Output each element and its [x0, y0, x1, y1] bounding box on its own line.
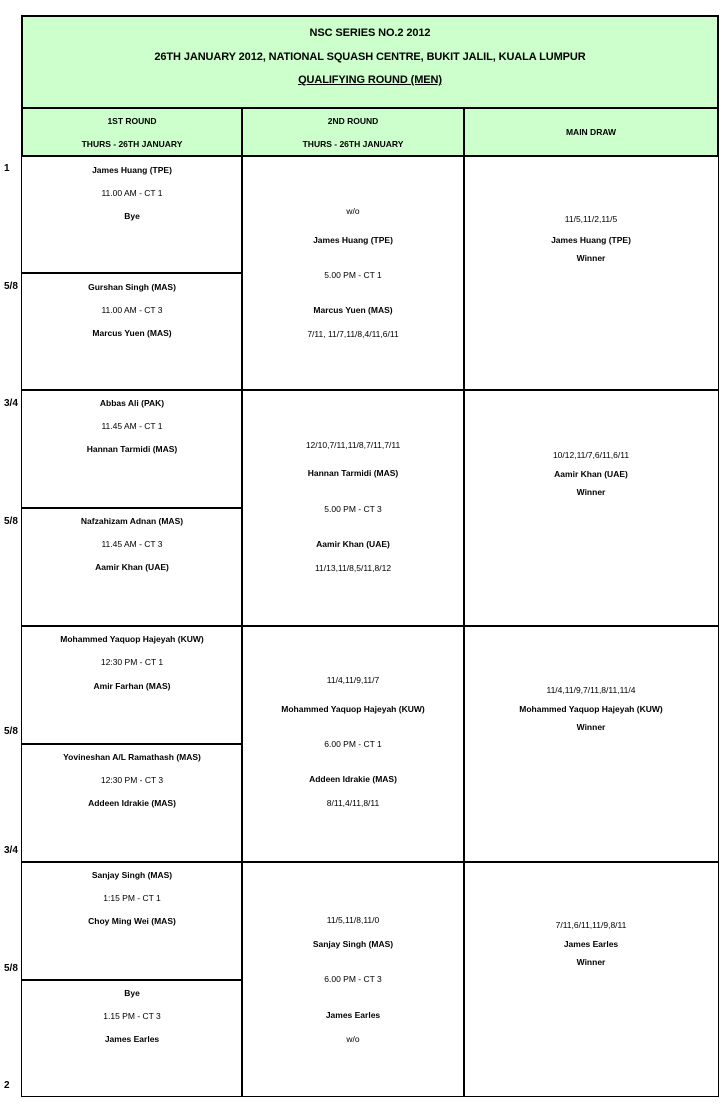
main-score: 11/5,11/2,11/5	[564, 214, 618, 224]
round1-player2: Addeen Idrakie (MAS)	[88, 798, 176, 808]
round2-player2: Addeen Idrakie (MAS)	[309, 774, 397, 784]
round2-match	[241, 156, 465, 391]
round1-time: 1:15 PM - CT 1	[103, 893, 161, 903]
seed-label: 3/4	[4, 845, 18, 856]
round1-player2: James Earles	[104, 1034, 160, 1044]
round1-player1: Nafzahizam Adnan (MAS)	[80, 516, 184, 526]
header-round2-date: THURS - 26TH JANUARY	[302, 139, 404, 149]
round1-match	[21, 861, 243, 981]
round1-player1: James Huang (TPE)	[92, 165, 172, 175]
round2-time: 5.00 PM - CT 3	[324, 504, 382, 514]
main-draw-entry	[463, 861, 719, 1097]
round1-time: 11.00 AM - CT 3	[101, 305, 163, 315]
main-result: Winner	[576, 957, 606, 967]
main-player: Mohammed Yaquop Hajeyah (KUW)	[519, 704, 663, 714]
round2-match	[241, 861, 465, 1097]
main-player: James Earles	[563, 939, 619, 949]
header-round1-date: THURS - 26TH JANUARY	[81, 139, 183, 149]
round1-time: 11.45 AM - CT 3	[101, 539, 163, 549]
round-title: QUALIFYING ROUND (MEN)	[298, 74, 442, 86]
round1-match	[21, 625, 243, 745]
round2-time: 5.00 PM - CT 1	[324, 270, 382, 280]
round2-player2: Aamir Khan (UAE)	[316, 539, 390, 549]
header-round2	[241, 109, 465, 157]
header-round1	[21, 109, 243, 157]
round2-time: 6.00 PM - CT 3	[324, 974, 382, 984]
main-draw-entry	[463, 156, 719, 391]
main-score: 7/11,6/11,11/9,8/11	[555, 920, 627, 930]
main-result: Winner	[576, 722, 606, 732]
header-round1-name: 1ST ROUND	[107, 116, 157, 126]
seed-label: 2	[4, 1080, 10, 1091]
round1-player1: Gurshan Singh (MAS)	[88, 282, 176, 292]
main-score: 10/12,11/7,6/11,6/11	[552, 450, 630, 460]
round2-score2: 11/13,11/8,5/11,8/12	[314, 563, 392, 573]
round1-player1: Sanjay Singh (MAS)	[91, 870, 173, 880]
seed-label: 1	[4, 163, 10, 174]
round1-time: 12:30 PM - CT 3	[100, 775, 164, 785]
round2-player2: Marcus Yuen (MAS)	[313, 305, 393, 315]
round1-player1: Abbas Ali (PAK)	[99, 398, 165, 408]
main-draw-entry	[463, 389, 719, 627]
main-score: 11/4,11/9,7/11,8/11,11/4	[546, 685, 636, 695]
seed-label: 5/8	[4, 726, 18, 737]
round1-player2: Marcus Yuen (MAS)	[92, 328, 172, 338]
round1-player1: Mohammed Yaquop Hajeyah (KUW)	[60, 634, 204, 644]
round2-match	[241, 625, 465, 863]
round1-match	[21, 156, 243, 274]
round1-match	[21, 389, 243, 509]
round1-time: 12:30 PM - CT 1	[100, 657, 164, 667]
title-block	[21, 15, 719, 109]
header-round2-name: 2ND ROUND	[327, 116, 379, 126]
round2-score1: 12/10,7/11,11/8,7/11,7/11	[305, 440, 401, 450]
round2-score1: 11/4,11/9,11/7	[326, 675, 380, 685]
round1-time: 11.45 AM - CT 1	[101, 421, 163, 431]
event-title: NSC SERIES NO.2 2012	[309, 27, 431, 39]
header-main-name: MAIN DRAW	[565, 127, 617, 137]
round1-match	[21, 272, 243, 391]
round2-player2: James Earles	[325, 1010, 381, 1020]
seed-label: 3/4	[4, 398, 18, 409]
main-player: Aamir Khan (UAE)	[554, 469, 628, 479]
seed-label: 5/8	[4, 516, 18, 527]
event-venue: 26TH JANUARY 2012, NATIONAL SQUASH CENTRE, BUKIT JALIL, KUALA LUMPUR	[154, 51, 586, 63]
round1-player2: Hannan Tarmidi (MAS)	[86, 444, 178, 454]
round2-match	[241, 389, 465, 627]
round1-match	[21, 979, 243, 1097]
round2-player1: Sanjay Singh (MAS)	[312, 939, 394, 949]
round2-score2: w/o	[346, 1034, 360, 1044]
round2-score2: 8/11,4/11,8/11	[326, 798, 380, 808]
round1-time: 11.00 AM - CT 1	[101, 188, 163, 198]
round1-match	[21, 507, 243, 627]
round2-player1: Mohammed Yaquop Hajeyah (KUW)	[281, 704, 425, 714]
round1-player2: Choy Ming Wei (MAS)	[88, 916, 176, 926]
round1-player2: Aamir Khan (UAE)	[95, 562, 169, 572]
round1-player1: Bye	[124, 988, 140, 998]
round2-time: 6.00 PM - CT 1	[324, 739, 382, 749]
round2-score1: w/o	[346, 206, 360, 216]
round2-player1: Hannan Tarmidi (MAS)	[307, 468, 399, 478]
round2-player1: James Huang (TPE)	[313, 235, 393, 245]
seed-label: 5/8	[4, 963, 18, 974]
main-result: Winner	[576, 487, 606, 497]
main-draw-entry	[463, 625, 719, 863]
main-result: Winner	[576, 253, 606, 263]
main-player: James Huang (TPE)	[551, 235, 631, 245]
round2-score2: 7/11, 11/7,11/8,4/11,6/11	[307, 329, 399, 339]
round1-player1: Yovineshan A/L Ramathash (MAS)	[63, 752, 201, 762]
seed-label: 5/8	[4, 281, 18, 292]
header-main-draw	[463, 109, 719, 157]
round1-time: 1.15 PM - CT 3	[103, 1011, 161, 1021]
round2-score1: 11/5,11/8,11/0	[326, 915, 380, 925]
round1-player2: Bye	[124, 211, 140, 221]
round1-player2: Amir Farhan (MAS)	[93, 681, 171, 691]
round1-match	[21, 743, 243, 863]
